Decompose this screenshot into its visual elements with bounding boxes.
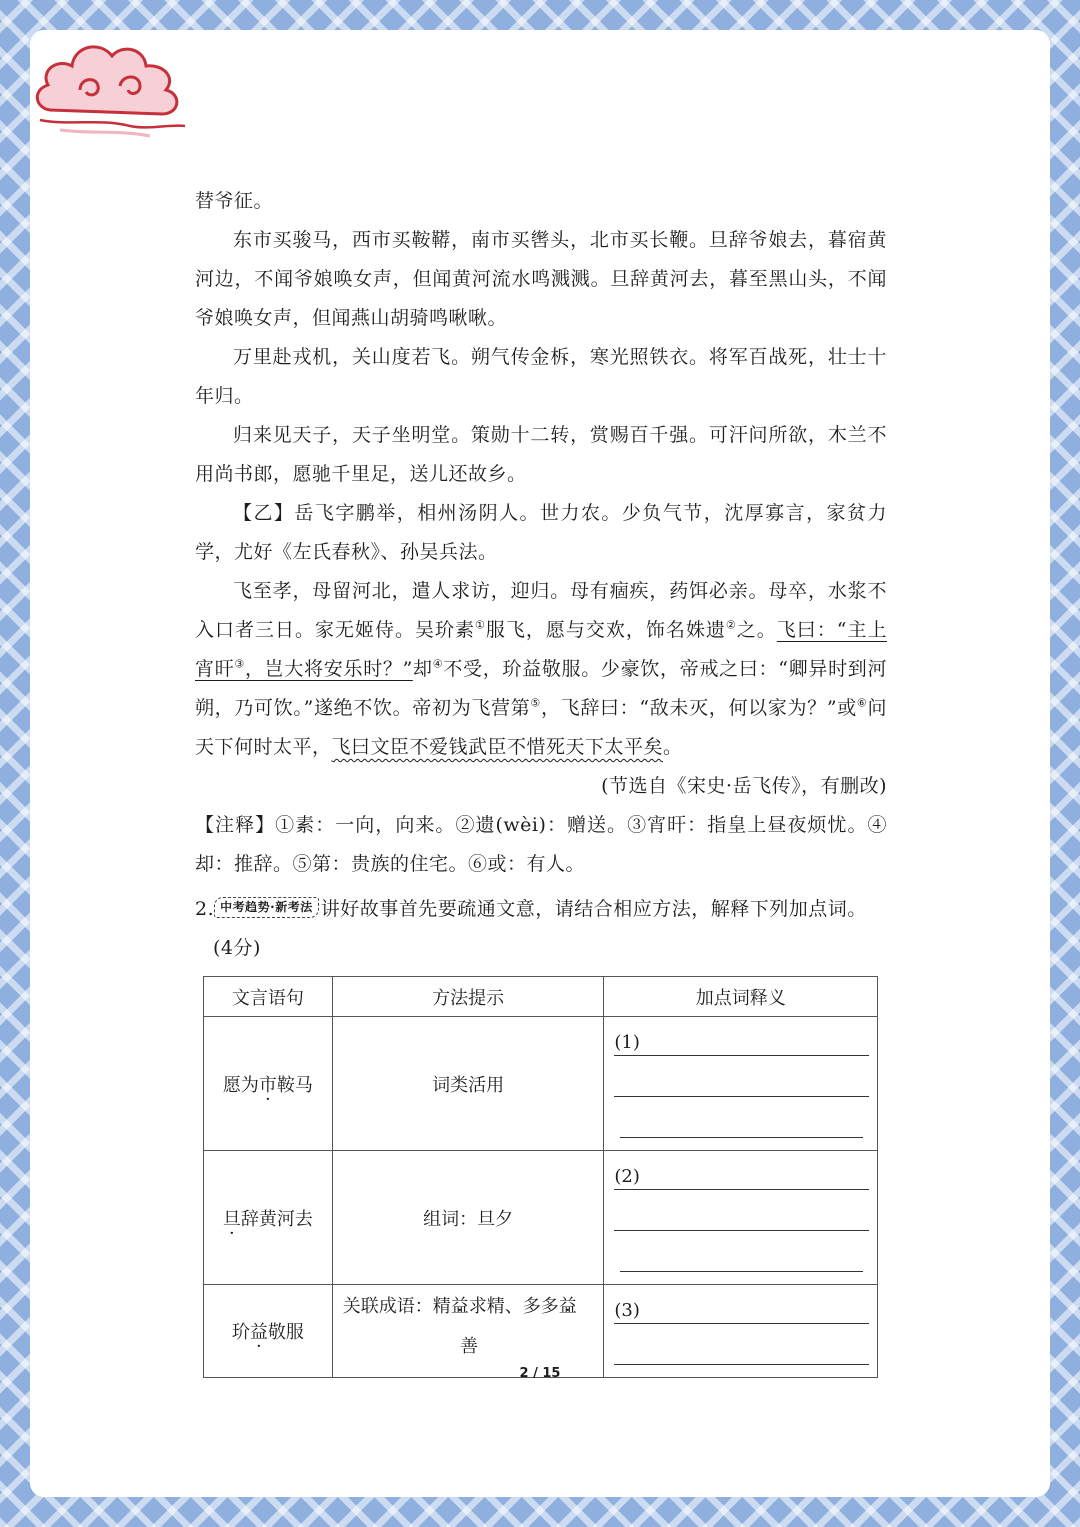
- passage-paragraph-5: 【乙】岳飞字鹏举，相州汤阴人。世力农。少负气节，沈厚寡言，家贫力学，尤好《左氏春秋》、孙吴兵法。: [195, 502, 887, 563]
- page-number: 2 / 15: [519, 1366, 561, 1381]
- table-row: [204, 1017, 878, 1151]
- header-method: 方法提示: [332, 977, 604, 1017]
- hint-cell: 关联成语：精益 ·求精、多多益 · 善: [332, 1285, 604, 1378]
- sentence-cell: 玠益敬服: [204, 1285, 333, 1378]
- hint-cell: 组词：旦夕: [332, 1151, 604, 1285]
- question-number: 2.: [195, 898, 215, 920]
- answer-table: [203, 976, 878, 1378]
- trend-tag: 中考趋势·新考法: [214, 897, 319, 918]
- question-score: (4分): [213, 937, 261, 959]
- passage-paragraph-6: 飞至孝，母留河北，遣人求访，迎归。母有痼疾，药饵必亲。母卒，水浆不入口者三日。家无姬侍。吴玠素①服飞，愿与交欢，饰名姝遗②之。飞曰：“主上宵旰③，岂大将安乐时？”却④不受，玠益敬服。少豪饮，帝戒之曰：“卿异时到河朔，乃可饮。”遂绝不饮。帝初为飞营第⑤，飞辞曰：“敌未灭，何以家为？”或⑥问天下何时太平，飞曰文臣不爱钱武臣不惜死天下太平矣。: [195, 580, 887, 758]
- answer-cell-3[interactable]: (3): [604, 1285, 878, 1378]
- hint-cell: 词类活用: [332, 1017, 604, 1151]
- header-meaning: 加点词释义: [604, 977, 878, 1017]
- header-sentence: 文言语句: [204, 977, 333, 1017]
- annotation-notes: 【注释】①素：一向，向来。②遗(wèi)：赠送。③宵旰：指皇上昼夜烦忧。④却：推辞。⑤第：贵族的住宅。⑥或：有人。: [195, 814, 887, 875]
- passage-source: (节选自《宋史·岳飞传》，有删改): [601, 775, 887, 797]
- table-row: [204, 1151, 878, 1285]
- passage-paragraph-4: 归来见天子，天子坐明堂。策勋十二转，赏赐百千强。可汗问所欲，木兰不用尚书郎，愿驰千里足，送儿还故乡。: [195, 424, 887, 485]
- table-header-row: [204, 977, 878, 1017]
- passage-paragraph-2: 东市买骏马，西市买鞍鞯，南市买辔头，北市买长鞭。旦辞爷娘去，暮宿黄河边，不闻爷娘唤女声，但闻黄河流水鸣溅溅。旦辞黄河去，暮至黑山头，不闻爷娘唤女声，但闻燕山胡骑鸣啾啾。: [195, 229, 887, 329]
- answer-cell-1[interactable]: (1): [604, 1017, 878, 1151]
- sentence-cell: 旦辞黄河去: [204, 1151, 333, 1285]
- auspicious-cloud-icon: [30, 30, 190, 140]
- passage-paragraph-3: 万里赴戎机，关山度若飞。朔气传金柝，寒光照铁衣。将军百战死，壮士十年归。: [195, 346, 887, 407]
- answer-cell-2[interactable]: (2): [604, 1151, 878, 1285]
- question-text: 讲好故事首先要疏通文意，请结合相应方法，解释下列加点词。: [320, 898, 867, 920]
- table-row: [204, 1285, 878, 1378]
- wavy-underlined-sentence: 飞曰文臣不爱钱武臣不惜死天下太平矣: [331, 736, 664, 758]
- underlined-sentence-1: 飞曰：“主上宵旰③，岂大将安乐时？”: [195, 619, 887, 680]
- passage-paragraph-1: 替爷征。: [195, 190, 274, 212]
- question-2: [195, 890, 887, 929]
- reading-passage: [195, 182, 887, 968]
- sentence-cell: 愿为市鞍马: [204, 1017, 333, 1151]
